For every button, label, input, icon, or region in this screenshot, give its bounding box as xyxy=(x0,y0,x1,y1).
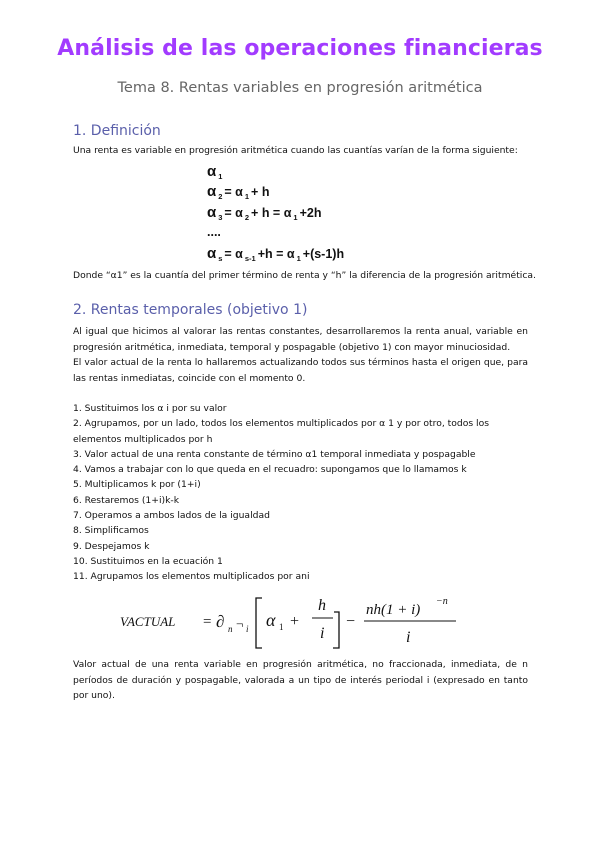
eq-left-bracket xyxy=(256,598,262,648)
document-title: Análisis de las operaciones financieras xyxy=(57,36,543,61)
eq-angle: ¬ xyxy=(236,616,244,631)
definition-note: Donde “α1” es la cuantía del primer término de renta y “h” la diferencia de la progresión aritmética. xyxy=(73,270,536,281)
eq-i-sub: i xyxy=(246,624,249,634)
formula-row-3: α $_3$ = α $_2$ + h = α $_1$ +2h xyxy=(207,204,322,222)
list-item: 2. Agrupamos, por un lado, todos los elementos multiplicados por α 1 y por otro, todos los elementos multiplicados por h xyxy=(73,418,489,445)
intro-paragraph: Al igual que hicimos al valorar las rentas constantes, desarrollaremos la renta anual, variable en progresión aritmética, inmediata, temporal y pospagable (objetivo 1) con mayor minuciosidad. xyxy=(73,326,528,353)
section-heading-rentas-temporales: 2. Rentas temporales (objetivo 1) xyxy=(73,302,308,318)
document-subtitle: Tema 8. Rentas variables en progresión aritmética xyxy=(117,80,483,96)
formula-row-ellipsis: .... xyxy=(207,225,221,239)
list-item: 10. Sustituimos en la ecuación 1 xyxy=(73,555,223,567)
eq-right-bracket xyxy=(333,612,339,648)
list-item: 8. Simplificamos xyxy=(73,525,149,537)
definition-text: Una renta es variable en progresión aritmética cuando las cuantías varían de la forma siguiente: xyxy=(73,145,518,156)
eq-i-den: i xyxy=(320,625,325,642)
list-item: 9. Despejamos k xyxy=(73,540,150,552)
formula-row-s: α $_s$ = α $_{s-1}$ +h = α $_1$ +(s-1)h xyxy=(207,245,345,263)
eq-denominator: i xyxy=(406,629,411,646)
list-item: 5. Multiplicamos k por (1+i) xyxy=(73,479,201,491)
eq-num-sup: −n xyxy=(436,596,448,607)
list-item: 1. Sustituimos los α i por su valor xyxy=(73,403,227,414)
eq-alpha: α xyxy=(266,610,276,630)
eq-annuity-symbol: ∂ xyxy=(216,612,225,631)
eq-numerator: nh(1 + i) xyxy=(366,602,421,618)
eq-minus: − xyxy=(346,613,356,630)
conclusion-paragraph: Valor actual de una renta variable en progresión aritmética, no fraccionada, inmediata, de n períodos de duración y pospagable, valorada a un tipo de interés periodal i (expresado en tanto por uno). xyxy=(73,659,528,701)
section-heading-definicion: 1. Definición xyxy=(73,123,161,139)
eq-h-num: h xyxy=(318,597,326,614)
present-value-equation xyxy=(120,590,490,650)
formula-row-2: α $_2$ = α $_1$ + h xyxy=(207,183,270,201)
eq-plus: + xyxy=(290,613,300,630)
list-item: 11. Agrupamos los elementos multiplicados por ani xyxy=(73,571,310,583)
present-value-paragraph: El valor actual de la renta lo hallaremos actualizando todos sus términos hasta el origen que, para las rentas inmediatas, coincide con el momento 0. xyxy=(73,357,528,384)
list-item: 6. Restaremos (1+i)k-k xyxy=(73,494,180,506)
list-item: 4. Vamos a trabajar con lo que queda en el recuadro: supongamos que lo llamamos k xyxy=(73,464,467,476)
formula-row-1: α $_1$ xyxy=(207,163,223,181)
list-item: 7. Operamos a ambos lados de la igualdad xyxy=(73,510,270,522)
list-item: 3. Valor actual de una renta constante de término α1 temporal inmediata y pospagable xyxy=(73,448,476,460)
eq-equals: = xyxy=(203,614,212,630)
steps-list xyxy=(73,401,533,585)
eq-alpha-sub: 1 xyxy=(279,622,284,632)
eq-n-sub: n xyxy=(228,624,233,634)
eq-lhs: VACTUAL xyxy=(120,614,176,629)
